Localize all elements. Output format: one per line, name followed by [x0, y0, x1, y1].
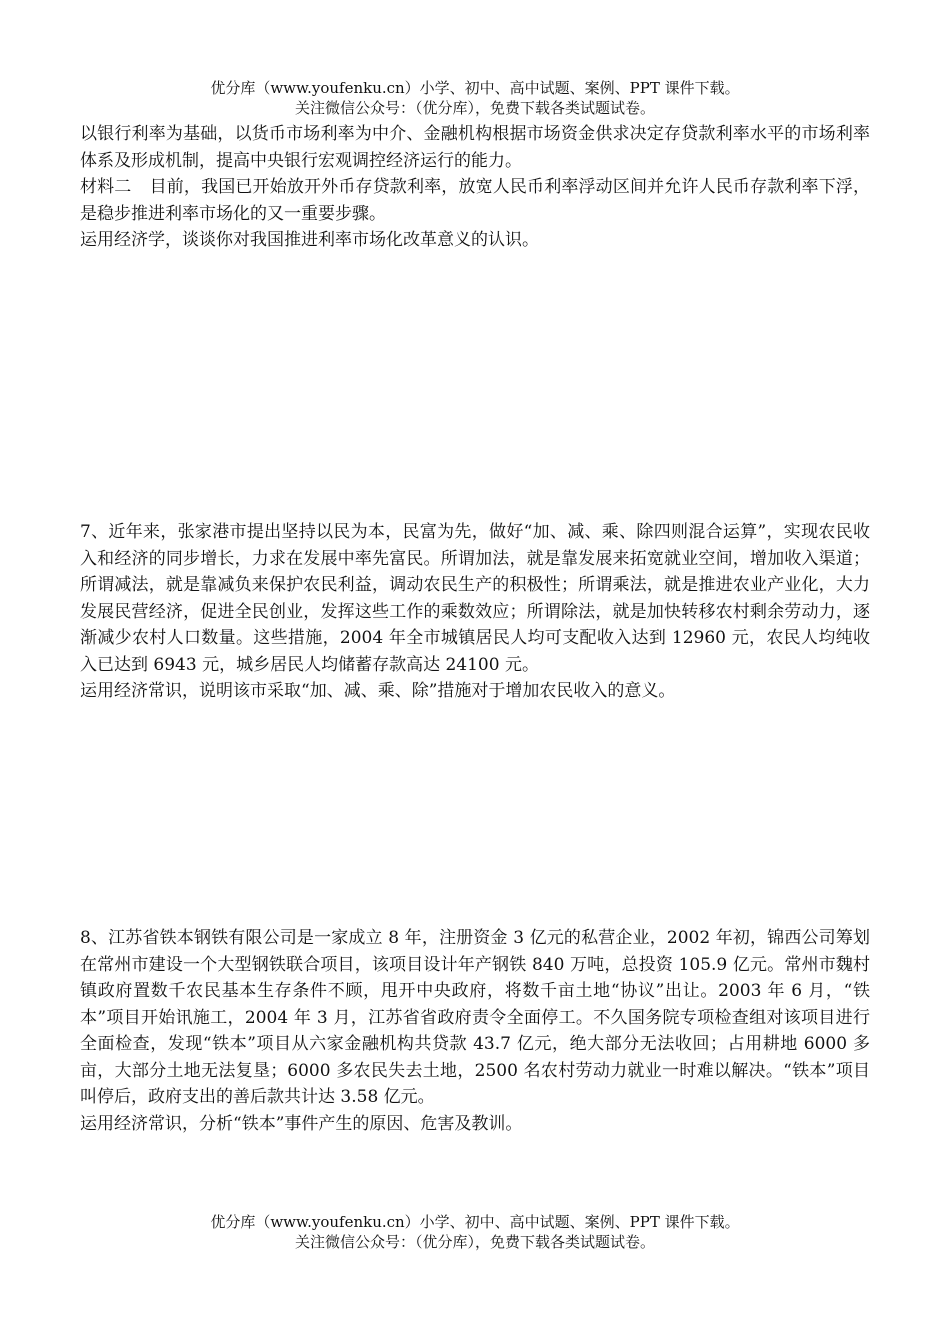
question-7: [80, 519, 870, 705]
question7-text: 7、近年来，张家港市提出坚持以民为本，民富为先，做好“加、减、乘、除四则混合运算”，实现农民收入和经济的同步增长，力求在发展中率先富民。所谓加法，就是靠发展来拓宽就业空间，增加收入渠道；所谓减法，就是靠减负来保护农民利益，调动农民生产的积极性；所谓乘法，就是推进农业产业化，大力发展民营经济，促进全民创业，发挥这些工作的乘数效应；所谓除法，就是加快转移农村剩余劳动力，逐渐减少农村人口数量。这些措施，2004 年全市城镇居民人均可支配收入达到 12960 元，农民人均纯收入已达到 6943 元，城乡居民人均储蓄存款高达 24100 元。: [80, 522, 870, 675]
material2-label: 材料二: [80, 177, 132, 197]
page-header: [0, 78, 950, 118]
material2-text: 目前，我国已开始放开外币存贷款利率，放宽人民币利率浮动区间并允许人民币存款利率下浮，是稳步推进利率市场化的又一重要步骤。: [80, 177, 871, 224]
question8-prompt: 运用经济常识，分析“铁本”事件产生的原因、危害及教训。: [80, 1113, 523, 1134]
question6-prompt: 运用经济学，谈谈你对我国推进利率市场化改革意义的认识。: [80, 230, 539, 250]
question-8: [80, 925, 870, 1137]
header-line-1: 优分库（www.youfenku.cn）小学、初中、高中试题、案例、PPT 课件下载。: [210, 79, 740, 97]
material-section: [80, 121, 870, 254]
question8-text: 8、江苏省铁本钢铁有限公司是一家成立 8 年，注册资金 3 亿元的私营企业，2002 年初，锦西公司筹划在常州市建设一个大型钢铁联合项目，该项目设计年产钢铁 840 万吨，总投资 105.9 亿元。常州市魏村镇政府置数千农民基本生存条件不顾，甩开中央政府，将数千亩土地“协议”出让。2003 年 6 月，“铁本”项目开始讯施工，2004 年 3 月，江苏省省政府责令全面停工。不久国务院专项检查组对该项目进行全面检查，发现“铁本”项目从六家金融机构共贷款 43.7 亿元，绝大部分无法收回；占用耕地 6000 多亩，大部分土地无法复垦；6000 多农民失去土地，2500 名农村劳动力就业一时难以解决。“铁本”项目叫停后，政府支出的善后款共计达 3.58 亿元。: [80, 928, 870, 1107]
header-line-2: 关注微信公众号：（优分库），免费下载各类试题试卷。: [294, 99, 655, 117]
question7-prompt: 运用经济常识，说明该市采取“加、减、乘、除”措施对于增加农民收入的意义。: [80, 681, 676, 701]
footer-line-1: 优分库（www.youfenku.cn）小学、初中、高中试题、案例、PPT 课件下载。: [210, 1213, 740, 1231]
page-footer: [0, 1212, 950, 1252]
material2-paragraph: [80, 174, 870, 227]
material1-continuation: 以银行利率为基础，以货币市场利率为中介、金融机构根据市场资金供求决定存贷款利率水平的市场利率体系及形成机制，提高中央银行宏观调控经济运行的能力。: [80, 124, 870, 171]
footer-line-2: 关注微信公众号：（优分库），免费下载各类试题试卷。: [294, 1233, 655, 1251]
